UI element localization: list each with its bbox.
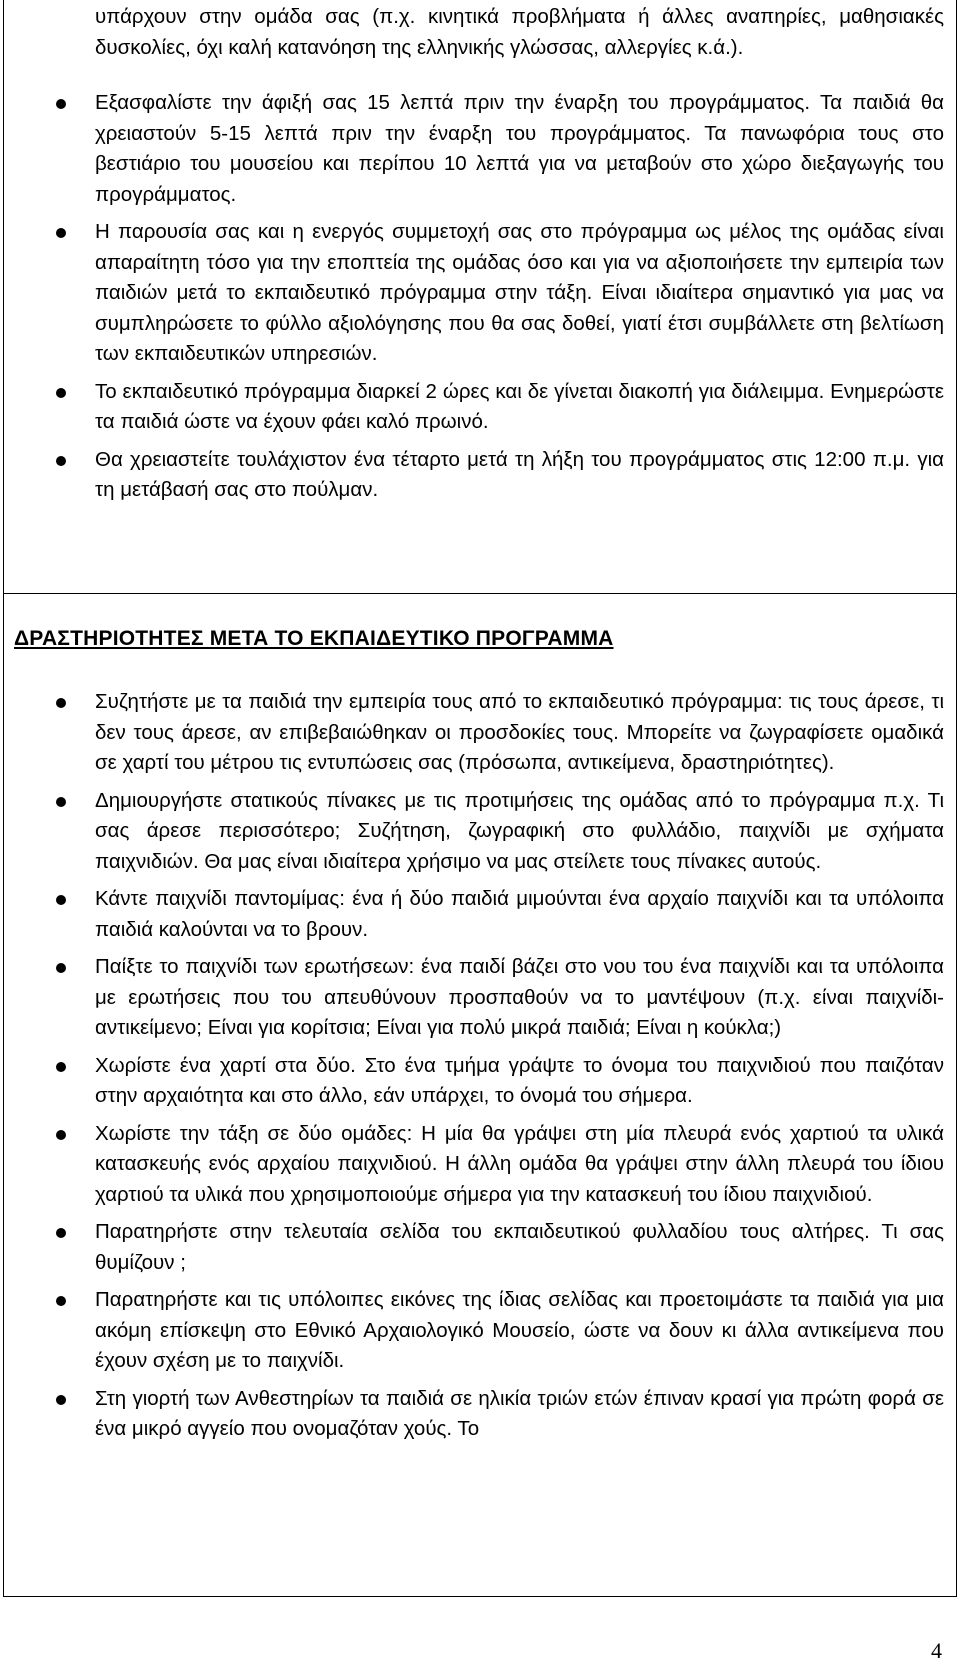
bullet-icon [56,1062,66,1072]
bullet-icon [56,1296,66,1306]
bullet-icon [56,228,66,238]
list-item-text: Χωρίστε ένα χαρτί στα δύο. Στο ένα τμήμα γράψτε το όνομα του παιχνιδιού που παιζόταν στην αρχαιότητα και στο άλλο, εάν υπάρχει, το όνομά του σήμερα. [95,1053,944,1107]
list-item-text: Θα χρειαστείτε τουλάχιστον ένα τέταρτο μετά τη λήξη του προγράμματος στις 12:00 π.μ. για τη μετάβασή σας στο πούλμαν. [95,447,944,501]
list-item-text: Το εκπαιδευτικό πρόγραμμα διαρκεί 2 ώρες και δε γίνεται διακοπή για διάλειμμα. Ενημερώστε τα παιδιά ώστε να έχουν φάει καλό πρωινό. [95,379,944,433]
bullet-icon [56,99,66,109]
list-item-text: Παίξτε το παιχνίδι των ερωτήσεων: ένα παιδί βάζει στο νου του ένα παιχνίδι και τα υπόλοιπα με ερωτήσεις που του απευθύνουν προσπαθούν να το μαντέψουν (π.χ. είναι παιχνίδι- αντικείμενο; Είναι για κορίτσια; Είναι για πολύ μικρά παιδιά; Είναι η κούκλα;) [95,955,944,1039]
bullet-icon [56,1395,66,1405]
list-item [0,1285,944,1377]
list-item-text: Κάντε παιχνίδι παντομίμας: ένα ή δύο παιδιά μιμούνται ένα αρχαίο παιχνίδι και τα υπόλοιπα παιδιά καλούνται να το βρουν. [95,887,944,941]
list-item-text: Συζητήστε με τα παιδιά την εμπειρία τους από το εκπαιδευτικό πρόγραμμα: τις τους άρεσε, τι δεν τους άρεσε, αν επιβεβαιώθηκαν οι προσδοκίες τους. Μπορείτε να ζωγραφίσετε ομαδικά σε χαρτί του μέτρου τις εντυπώσεις σας (πρόσωπα, αντικείμενα, δραστηριότητες). [95,690,944,774]
list-item [0,1384,944,1445]
bullet-icon [56,456,66,466]
list-item-text: Χωρίστε την τάξη σε δύο ομάδες: Η μία θα γράψει στη μία πλευρά ενός χαρτιού τα υλικά κατασκευής ενός αρχαίου παιχνιδιού. Η άλλη ομάδα θα γράψει στην άλλη πλευρά του ίδιου χαρτιού τα υλικά που χρησιμοποιούμε σήμερα για την κατασκευή του ίδιου παιχνιδιού. [95,1121,944,1206]
list-item [0,88,944,210]
list-item-text: Παρατηρήστε και τις υπόλοιπες εικόνες της ίδιας σελίδας και προετοιμάστε τα παιδιά για μια ακόμη επίσκεψη στο Εθνικό Αρχαιολογικό Μουσείο, ώστε να δουν κι άλλα αντικείμενα που έχουν σχέση με το παιχνίδι. [95,1288,944,1372]
list-item [0,786,944,878]
bullet-icon [56,797,66,807]
list-item [0,1051,944,1112]
list-item [0,1119,944,1211]
list-item [0,952,944,1044]
notes-list [0,88,944,513]
bullet-icon [56,1130,66,1140]
bullet-icon [56,1228,66,1238]
list-item-text: Δημιουργήστε στατικούς πίνακες με τις προτιμήσεις της ομάδας από το πρόγραμμα π.χ. Τι σας άρεσε περισσότερο; Συζήτηση, ζωγραφική στο φυλλάδιο, παιχνίδι με σχήματα παιχνιδιών. Θα μας είναι ιδιαίτερα χρήσιμο να μας στείλετε τους πίνακες αυτούς. [95,788,944,873]
bullet-icon [56,963,66,973]
list-item [0,1217,944,1278]
section-heading: ΔΡΑΣΤΗΡΙΟΤΗΤΕΣ ΜΕΤΑ ΤΟ ΕΚΠΑΙΔΕΥΤΙΚΟ ΠΡΟΓΡΑΜΜΑ [14,627,614,650]
list-item-text: Εξασφαλίστε την άφιξή σας 15 λεπτά πριν την έναρξη του προγράμματος. Τα παιδιά θα χρειαστούν 5-15 λεπτά πριν την έναρξη του προγράμματος. Τα πανωφόρια τους στο βεστιάριο του μουσείου και περίπου 10 λεπτά για να μεταβούν στο χώρο διεξαγωγής του προγράμματος. [95,91,944,206]
list-item [0,217,944,370]
list-item [0,445,944,506]
bullet-icon [56,388,66,398]
bullet-icon [56,895,66,905]
list-item [0,377,944,438]
continuation-paragraph: υπάρχουν στην ομάδα σας (π.χ. κινητικά προβλήματα ή άλλες αναπηρίες, μαθησιακές δυσκολίες, όχι καλή κατανόηση της ελληνικής γλώσσας, αλλεργίες κ.ά.). [95,5,944,59]
list-item-text: Στη γιορτή των Ανθεστηρίων τα παιδιά σε ηλικία τριών ετών έπιναν κρασί για πρώτη φορά σε ένα μικρό αγγείο που ονομαζόταν χούς. Το [95,1386,944,1440]
list-item-text: Παρατηρήστε στην τελευταία σελίδα του εκπαιδευτικού φυλλαδίου τους αλτήρες. Τι σας θυμίζουν ; [95,1220,944,1274]
list-item [0,884,944,945]
activities-list [0,687,944,1452]
list-item-text: Η παρουσία σας και η ενεργός συμμετοχή σας στο πρόγραμμα ως μέλος της ομάδας είναι απαραίτητη τόσο για την εποπτεία της ομάδας όσο και για να αξιοποιήσετε την εμπειρία των παιδιών μετά το εκπαιδευτικό πρόγραμμα στην τάξη. Είναι ιδιαίτερα σημαντικό για μας να συμπληρώσετε το φύλλο αξιολόγησης που θα σας δοθεί, γιατί έτσι συμβάλλετε στη βελτίωση των εκπαιδευτικών υπηρεσιών. [95,220,944,365]
bullet-icon [56,698,66,708]
list-item [0,687,944,779]
page-number: 4 [931,1638,942,1663]
